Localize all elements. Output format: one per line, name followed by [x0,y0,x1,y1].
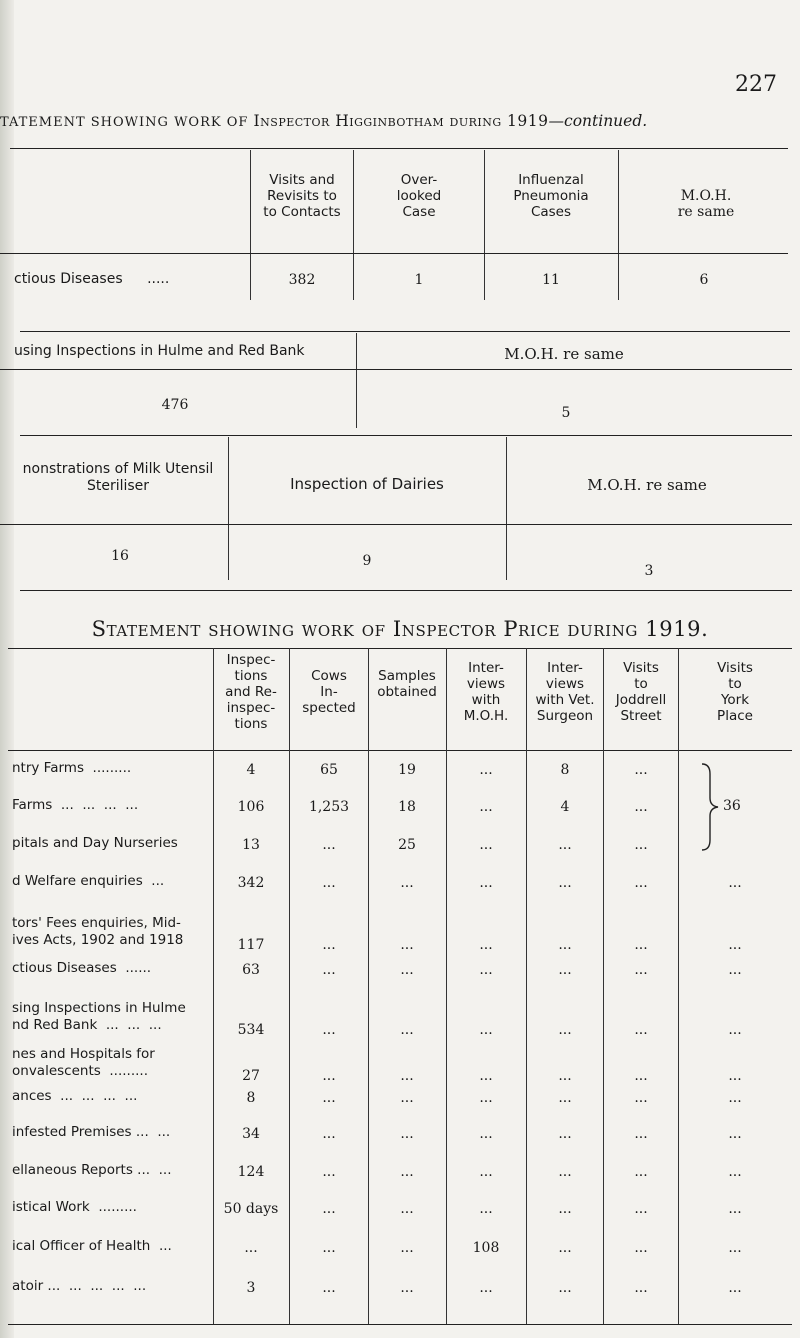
t4-cell: ... [479,762,493,778]
t4-vline [603,648,604,1324]
t4-cell: ... [558,1022,572,1038]
t2-cell: 476 [161,397,189,413]
t4-cell: ... [244,1240,258,1256]
t4-cell: ... [634,1090,648,1106]
title-suffix: —continued. [548,112,648,130]
table2-header-rule [0,369,792,370]
t4-cell: ... [400,1022,414,1038]
t4-cell: ... [322,1022,336,1038]
t3-vline [506,437,507,580]
t4-cell: ... [400,962,414,978]
t4-cell: ... [728,1126,742,1142]
t4-cell: ... [322,1240,336,1256]
t2-vline [356,333,357,428]
t1-vline [484,150,485,300]
t4-cell: 13 [242,837,260,853]
t4-header-cell: Visits to Joddrell Street [615,660,667,724]
t4-cell: ... [479,1126,493,1142]
t4-cell: ... [558,1068,572,1084]
t4-cell: 25 [398,837,416,853]
t4-cell: ... [479,799,493,815]
t4-cell: ... [634,762,648,778]
t4-row-label: infested Premises ... ... [12,1124,171,1140]
t4-row-label: ances ... ... ... ... [12,1088,138,1104]
table3-header-rule [0,524,792,525]
t4-cell: 117 [237,937,265,953]
t4-cell: ... [728,937,742,953]
table2-bottom-rule [20,435,792,436]
t4-cell: 3 [246,1280,256,1296]
t4-cell: ... [400,937,414,953]
table1-header-rule [0,253,788,254]
t4-cell: ... [479,1164,493,1180]
t1-cell: 11 [542,272,560,288]
t4-row-label: sing Inspections in Hulme nd Red Bank ... ... ... [12,1000,186,1033]
t4-cell: ... [400,1126,414,1142]
t4-cell: ... [479,1090,493,1106]
t4-cell: 27 [242,1068,260,1084]
t4-cell: ... [634,1068,648,1084]
t4-header-cell: Inspec- tions and Re- inspec- tions [225,652,277,732]
page-number: 227 [735,72,777,97]
t4-cell: ... [400,1068,414,1084]
t2-cell: 5 [561,405,571,421]
t1-vline [618,150,619,300]
t3-cell: 16 [111,548,129,564]
t1-header-influenzal: Influenzal Pneumonia Cases [513,172,589,220]
t1-vline [250,150,251,300]
t4-cell: ... [558,962,572,978]
t3-header-demonstrations: nonstrations of Milk Utensil Steriliser [22,461,214,494]
table1-bottom-rule [20,331,790,332]
table1-top-rule [10,148,788,149]
t4-cell: ... [558,1240,572,1256]
t4-cell: ... [634,937,648,953]
table3-bottom-rule [20,590,792,591]
t4-cell: 50 days [223,1201,279,1217]
t4-cell: ... [400,1280,414,1296]
t4-cell: ... [479,962,493,978]
t3-vline [228,437,229,580]
t4-vline [526,648,527,1324]
t2-header-moh: M.O.H. re same [504,345,624,363]
t4-cell: 18 [398,799,416,815]
t4-cell: ... [322,1090,336,1106]
t4-header-cell: Cows In- spected [302,668,356,716]
table4-header-rule [8,750,792,751]
t4-row-label: tors' Fees enquiries, Mid- ives Acts, 1902 and 1918 [12,915,184,948]
t4-cell: ... [558,1164,572,1180]
t4-header-cell: Inter- views with M.O.H. [463,660,509,724]
t4-vline [213,648,214,1324]
t4-cell: ... [634,1280,648,1296]
t4-cell: 106 [237,799,265,815]
t4-cell: 124 [237,1164,265,1180]
t4-cell: ... [479,1068,493,1084]
t4-cell: 1,253 [308,799,350,815]
t4-vline [289,648,290,1324]
t4-cell: 65 [320,762,338,778]
t4-cell: ... [634,1126,648,1142]
t4-cell: 63 [242,962,260,978]
t4-header-cell: Inter- views with Vet. Surgeon [535,660,595,724]
t4-cell: 4 [246,762,256,778]
t4-cell: ... [479,837,493,853]
t4-cell: ... [400,1090,414,1106]
t4-row-label: Farms ... ... ... ... [12,797,139,813]
t4-cell: ... [322,1164,336,1180]
t4-cell: 34 [242,1126,260,1142]
t4-cell: ... [558,1090,572,1106]
t4-cell: ... [634,1164,648,1180]
t4-cell: 108 [472,1240,500,1256]
t4-cell: ... [634,875,648,891]
t1-row-label: ctious Diseases ..... [14,271,170,287]
t4-cell: ... [479,1280,493,1296]
t1-header-moh: M.O.H. re same [677,188,735,220]
t4-cell: 4 [560,799,570,815]
t4-cell: ... [728,1164,742,1180]
t4-vline [446,648,447,1324]
t1-cell: 1 [414,272,424,288]
t4-cell: ... [400,1164,414,1180]
t4-cell: ... [322,1280,336,1296]
t4-cell: ... [400,875,414,891]
t4-cell: ... [322,937,336,953]
t3-cell: 9 [362,553,372,569]
t4-cell: ... [479,1022,493,1038]
t1-vline [353,150,354,300]
t4-cell: ... [322,1068,336,1084]
t4-cell: 8 [246,1090,256,1106]
t3-header-moh: M.O.H. re same [587,476,707,494]
t4-cell: ... [634,1240,648,1256]
t4-cell: ... [558,875,572,891]
t4-cell: ... [728,1090,742,1106]
t4-header-cell: Visits to York Place [717,660,753,724]
t1-header-overlooked: Over- looked Case [396,172,442,220]
t4-york-place-total: 36 [723,798,741,814]
t4-cell: ... [558,1126,572,1142]
t4-cell: ... [728,875,742,891]
t2-header-inspections: using Inspections in Hulme and Red Bank [14,343,305,359]
t1-cell: 382 [288,272,316,288]
t1-cell: 6 [699,272,709,288]
t4-cell: 19 [398,762,416,778]
table4-bottom-rule [8,1324,792,1325]
t4-cell: ... [634,1201,648,1217]
t4-cell: 8 [560,762,570,778]
t4-cell: ... [728,1240,742,1256]
t4-cell: ... [558,837,572,853]
t4-cell: ... [558,1280,572,1296]
t4-row-label: pitals and Day Nurseries [12,835,178,851]
t4-cell: ... [728,1201,742,1217]
t4-cell: 534 [237,1022,265,1038]
title-higginbotham [0,112,647,130]
t4-row-label: ical Officer of Health ... [12,1238,172,1254]
t4-vline [368,648,369,1324]
t4-row-label: nes and Hospitals for onvalescents ......... [12,1046,155,1079]
t4-cell: ... [728,1022,742,1038]
t4-cell: ... [479,875,493,891]
t4-cell: ... [634,1022,648,1038]
t4-cell: ... [322,875,336,891]
t4-row-label: ellaneous Reports ... ... [12,1162,172,1178]
t4-cell: ... [322,837,336,853]
t4-row-label: ctious Diseases ...... [12,960,152,976]
t3-cell: 3 [644,563,654,579]
t4-cell: ... [400,1240,414,1256]
t4-row-label: istical Work ......... [12,1199,137,1215]
title-price: Statement showing work of Inspector Price during 1919. [91,617,709,641]
table4-top-rule [8,648,792,649]
t4-cell: ... [400,1201,414,1217]
t4-cell: ... [634,799,648,815]
t4-cell: ... [728,962,742,978]
t4-vline [678,648,679,1324]
t4-row-label: d Welfare enquiries ... [12,873,165,889]
t4-cell: ... [558,937,572,953]
t1-header-visits: Visits and Revisits to to Contacts [263,172,341,220]
t4-cell: ... [634,837,648,853]
t4-cell: 342 [237,875,265,891]
t4-header-cell: Samples obtained [377,668,437,700]
t3-header-dairies: Inspection of Dairies [290,475,444,493]
t4-row-label: atoir ... ... ... ... ... [12,1278,147,1294]
t4-cell: ... [728,1280,742,1296]
t4-cell: ... [479,937,493,953]
t4-cell: ... [479,1201,493,1217]
t4-cell: ... [322,1201,336,1217]
t4-cell: ... [634,962,648,978]
title-name: Inspector Higginbotham during 1919 [253,112,549,130]
title-prefix: TATEMENT SHOWING WORK OF [0,115,254,130]
t4-cell: ... [728,1068,742,1084]
t4-cell: ... [322,1126,336,1142]
t4-cell: ... [558,1201,572,1217]
t4-cell: ... [322,962,336,978]
t4-row-label: ntry Farms ......... [12,760,132,776]
